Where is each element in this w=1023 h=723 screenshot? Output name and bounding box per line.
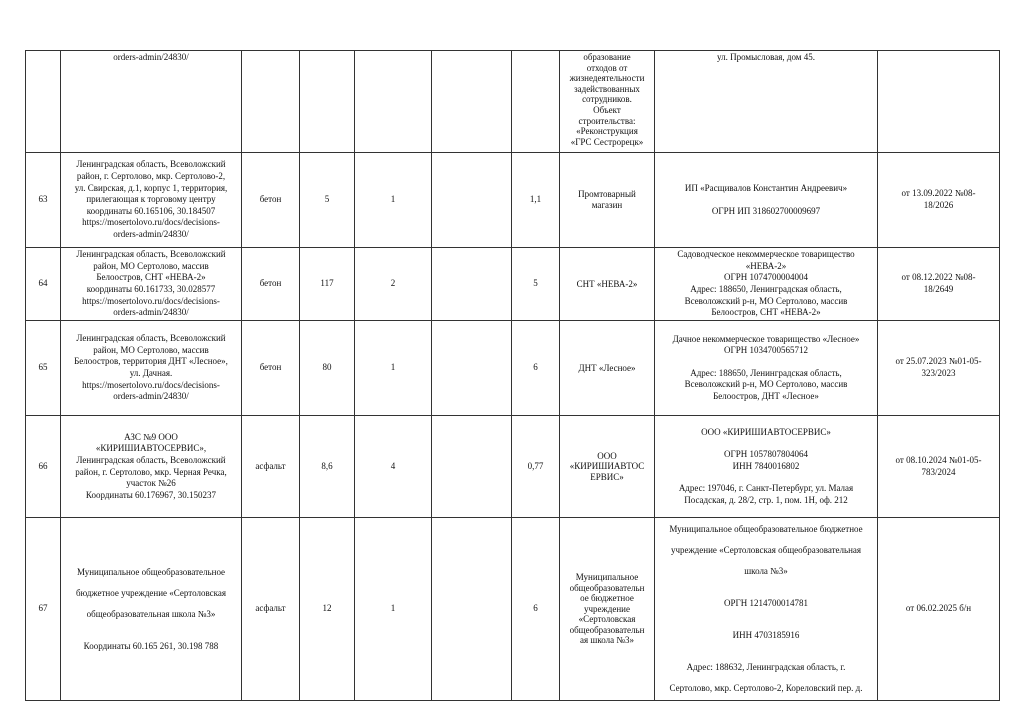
- cell-address-line: «КИРИШИАВТОСЕРВИС»,: [95, 443, 207, 454]
- cell-address-line: район, г. Сертолово, мкр. Сертолово-2,: [76, 171, 226, 182]
- cell-object-line: Промтоварный: [578, 189, 636, 200]
- cell-owner-line: [658, 357, 874, 368]
- cell-address: [61, 248, 242, 321]
- cell-surface: бетон: [242, 248, 300, 321]
- cell-owner-line: школа №3»: [744, 566, 788, 576]
- cell-address-line: район, г. Сертолово, мкр. Черная Речка,: [75, 466, 227, 477]
- cell-owner-line: учреждение «Сертоловская общеобразовательная: [670, 545, 862, 555]
- cell-owner-line: ОГРН 1034700565712: [724, 345, 808, 356]
- cell-owner-line: «НЕВА-2»: [745, 260, 787, 271]
- cell-area: 8,6: [300, 416, 355, 518]
- cell-object-line: общеобразовательн: [569, 582, 645, 593]
- cell-address: [61, 153, 242, 248]
- cell-object-line: «Сертоловская: [578, 614, 636, 625]
- cell-object: [560, 153, 655, 248]
- cell-address-line: Ленинградская область, Всеволожский: [76, 159, 226, 170]
- cell-owner-line: ООО «КИРИШИАВТОСЕРВИС»: [701, 426, 831, 437]
- cell-address-line: общеобразовательная школа №3»: [86, 608, 216, 619]
- cell-decision-line: 783/2024: [921, 466, 956, 477]
- table-row: [26, 51, 1000, 153]
- cell-decision-line: 323/2023: [921, 368, 956, 378]
- cell-owner-line: Садоводческое некоммерческое товарищество: [677, 249, 855, 260]
- cell-address-line: https://mosertolovo.ru/docs/decisions-: [82, 217, 220, 228]
- cell-address-line: Ленинградская область, Всеволожский: [76, 454, 226, 465]
- cell-surface: бетон: [242, 153, 300, 248]
- cell-decision-line: от 25.07.2023 №01-05-: [895, 356, 982, 367]
- cell-object-line: общеобразовательн: [569, 624, 645, 635]
- table-body: [26, 51, 1000, 701]
- cell-decision-line: от 08.12.2022 №08-: [901, 272, 976, 283]
- cell-object-line: образование: [583, 52, 631, 62]
- cell-containers: 4: [355, 416, 432, 518]
- cell-owner-line: ул. Промысловая, дом 45.: [716, 52, 816, 62]
- cell-containers: 1: [355, 321, 432, 416]
- cell-number: 67: [26, 518, 61, 701]
- cell-address-line: координаты 60.161733, 30.028577: [86, 284, 216, 294]
- cell-surface: асфальт: [242, 518, 300, 701]
- cell-object: [560, 321, 655, 416]
- cell-address-line: ул. Дачная.: [129, 368, 173, 378]
- cell-area: [300, 51, 355, 153]
- cell-object-line: «Реконструкция: [576, 126, 638, 137]
- table-row: [26, 518, 1000, 701]
- cell-surface: бетон: [242, 321, 300, 416]
- cell-owner-line: ОРГН 1214700014781: [724, 598, 808, 608]
- cell-decision-line: от 06.02.2025 б/н: [905, 603, 972, 614]
- cell-address-line: Координаты 60.165 261, 30.198 788: [83, 640, 219, 651]
- cell-capacity-a: [432, 416, 512, 518]
- cell-area: 80: [300, 321, 355, 416]
- cell-object-line: строительства:: [578, 115, 636, 126]
- cell-owner-line: Муниципальное общеобразовательное бюджетное: [669, 524, 863, 534]
- cell-owner-line: Всеволожский р-н, МО Сертолово, массив: [684, 379, 848, 390]
- cell-object-line: задействованных: [574, 83, 640, 94]
- cell-owner-line: [658, 195, 874, 206]
- cell-object-line: магазин: [591, 200, 623, 210]
- cell-number: 65: [26, 321, 61, 416]
- cell-owner-line: ОГРН 1057807804064: [724, 449, 808, 460]
- cell-owner-line: Адрес: 188650, Ленинградская область,: [690, 284, 842, 294]
- cell-owner: [655, 153, 878, 248]
- cell-area: 5: [300, 153, 355, 248]
- cell-object-line: учреждение: [584, 603, 630, 614]
- cell-address: [61, 416, 242, 518]
- cell-containers: 1: [355, 518, 432, 701]
- cell-address-line: район, МО Сертолово, массив: [93, 344, 209, 355]
- cell-address: [61, 51, 242, 153]
- cell-address-line: прилегающая к торговому центру: [86, 194, 216, 205]
- cell-owner-line: ИП «Расщивалов Константин Андреевич»: [684, 182, 848, 193]
- cell-owner-line: [658, 582, 874, 593]
- cell-address-line: Муниципальное общеобразовательное: [76, 566, 226, 577]
- cell-address-line: orders-admin/24830/: [113, 228, 189, 239]
- cell-address-line: Координаты 60.176967, 30.150237: [85, 489, 217, 500]
- cell-owner-line: Адрес: 197046, г. Санкт-Петербург, ул. Малая: [678, 483, 854, 494]
- cell-owner-line: [658, 438, 874, 449]
- cell-object-line: ое бюджетное: [580, 593, 634, 604]
- cell-containers: 1: [355, 153, 432, 248]
- cell-owner: [655, 321, 878, 416]
- cell-capacity-b: 1,1: [512, 153, 560, 248]
- cell-capacity-b: 5: [512, 248, 560, 321]
- cell-number: [26, 51, 61, 153]
- cell-address-line: Ленинградская область, Всеволожский: [76, 333, 226, 344]
- cell-owner-line: ИНН 4703185916: [732, 630, 800, 640]
- cell-address-line: Белоостров, территория ДНТ «Лесное»,: [74, 356, 228, 367]
- cell-object-line: Объект: [593, 104, 621, 115]
- registry-table: [25, 50, 1000, 701]
- cell-object-line: «КИРИШИАВТОС: [569, 461, 645, 472]
- cell-object-line: сотрудников.: [582, 94, 632, 105]
- cell-address-line: Ленинградская область, Всеволожский: [76, 249, 226, 260]
- cell-object-line: отходов от: [586, 62, 628, 73]
- cell-decision: [878, 51, 1000, 153]
- cell-owner-line: ИНН 7840016802: [732, 460, 800, 471]
- cell-containers: 2: [355, 248, 432, 321]
- table-row: [26, 321, 1000, 416]
- cell-owner-line: Адрес: 188650, Ленинградская область,: [690, 367, 842, 378]
- cell-owner-line: Дачное некоммерческое товарищество «Лесное»: [672, 333, 860, 344]
- cell-address-line: https://mosertolovo.ru/docs/decisions-: [82, 379, 220, 390]
- cell-surface: асфальт: [242, 416, 300, 518]
- cell-object: [560, 51, 655, 153]
- cell-owner-line: ОГРН ИП 318602700009697: [711, 205, 821, 216]
- cell-capacity-a: [432, 518, 512, 701]
- cell-owner-line: [658, 614, 874, 625]
- cell-decision: [878, 248, 1000, 321]
- cell-address-line: orders-admin/24830/: [113, 52, 189, 62]
- cell-object-line: ООО: [597, 450, 617, 461]
- cell-decision-line: от 13.09.2022 №08-: [901, 188, 976, 199]
- cell-owner-line: Сертолово, мкр. Сертолово-2, Кореловский пер. д.: [669, 683, 863, 693]
- cell-capacity-b: [512, 51, 560, 153]
- cell-containers: [355, 51, 432, 153]
- cell-owner-line: Белоостров, ДНТ «Лесное»: [713, 390, 819, 401]
- cell-object-line: ЕРВИС»: [590, 471, 624, 482]
- cell-address-line: orders-admin/24830/: [113, 391, 189, 402]
- cell-number: 63: [26, 153, 61, 248]
- cell-address: [61, 518, 242, 701]
- cell-decision-line: от 08.10.2024 №01-05-: [895, 454, 982, 465]
- cell-owner-line: Всеволожский р-н, МО Сертолово, массив: [684, 295, 848, 306]
- cell-area: 117: [300, 248, 355, 321]
- cell-owner-line: [658, 472, 874, 483]
- cell-object-line: ДНТ «Лесное»: [578, 362, 636, 373]
- cell-address: [61, 321, 242, 416]
- cell-owner: [655, 51, 878, 153]
- cell-decision: [878, 321, 1000, 416]
- cell-owner-line: ОГРН 1074700004004: [724, 272, 808, 283]
- cell-object-line: «ГРС Сестрорецк»: [570, 136, 644, 147]
- cell-number: 66: [26, 416, 61, 518]
- cell-object-line: жизнедеятельности: [569, 73, 645, 84]
- cell-owner: [655, 416, 878, 518]
- cell-owner: [655, 518, 878, 701]
- cell-area: 12: [300, 518, 355, 701]
- cell-owner-line: [658, 646, 874, 657]
- cell-object-line: ая школа №3»: [580, 635, 634, 646]
- cell-address-line: https://mosertolovo.ru/docs/decisions-: [82, 295, 220, 306]
- cell-owner-line: Адрес: 188632, Ленинградская область, г.: [686, 662, 846, 672]
- table-row: [26, 416, 1000, 518]
- cell-capacity-b: 6: [512, 518, 560, 701]
- cell-surface: [242, 51, 300, 153]
- cell-object: [560, 248, 655, 321]
- cell-decision-line: 18/2026: [923, 200, 954, 210]
- cell-address-line: бюджетное учреждение «Сертоловская: [75, 587, 227, 598]
- cell-capacity-b: 0,77: [512, 416, 560, 518]
- cell-number: 64: [26, 248, 61, 321]
- cell-object: [560, 416, 655, 518]
- cell-address-line: [64, 625, 238, 636]
- cell-object: [560, 518, 655, 701]
- cell-capacity-a: [432, 153, 512, 248]
- cell-capacity-a: [432, 51, 512, 153]
- cell-owner-line: Белоостров, СНТ «НЕВА-2»: [711, 307, 821, 318]
- cell-address-line: участок №26: [126, 478, 176, 489]
- cell-address-line: АЗС №9 ООО: [124, 431, 178, 442]
- table-row: [26, 248, 1000, 321]
- cell-decision-line: 18/2649: [923, 284, 954, 294]
- cell-object-line: СНТ «НЕВА-2»: [576, 278, 638, 289]
- cell-owner: [655, 248, 878, 321]
- cell-capacity-a: [432, 248, 512, 321]
- cell-address-line: ул. Свирская, д.1, корпус 1, территория,: [74, 182, 228, 193]
- cell-decision: [878, 416, 1000, 518]
- cell-capacity-a: [432, 321, 512, 416]
- cell-owner-line: Посадская, д. 28/2, стр. 1, пом. 1Н, оф. 212: [684, 494, 848, 505]
- cell-address-line: orders-admin/24830/: [113, 307, 189, 318]
- cell-capacity-b: 6: [512, 321, 560, 416]
- cell-decision: [878, 153, 1000, 248]
- cell-decision: [878, 518, 1000, 701]
- table-row: [26, 153, 1000, 248]
- cell-address-line: Белоостров, СНТ «НЕВА-2»: [96, 272, 206, 283]
- cell-address-line: координаты 60.165106, 30.184507: [86, 205, 216, 216]
- cell-address-line: район, МО Сертолово, массив: [93, 260, 209, 271]
- cell-object-line: Муниципальное: [575, 571, 639, 582]
